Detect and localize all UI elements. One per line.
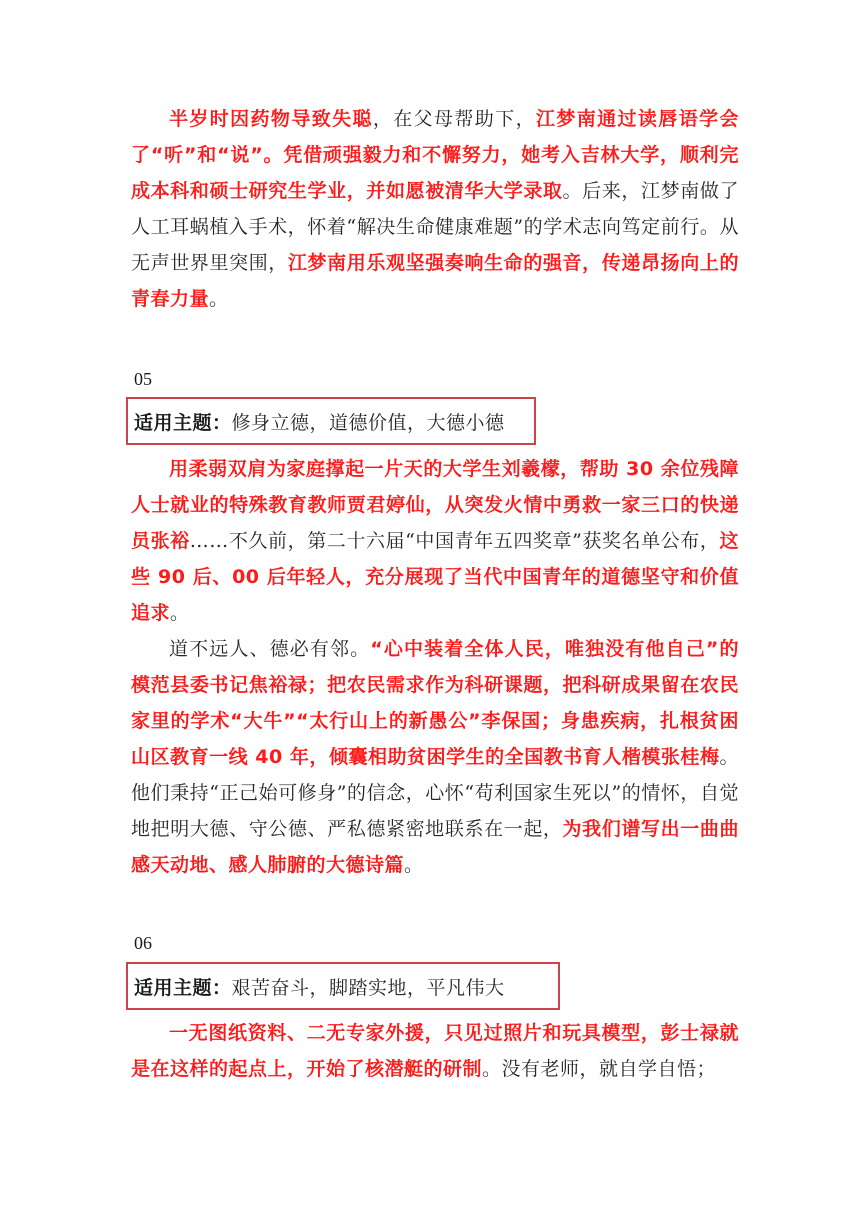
highlight-text: 江梦南用乐观坚强奏响生命的强音，传递昂扬向上的青春力量 (131, 252, 739, 310)
paragraph-youth-awards (131, 451, 739, 631)
paragraph-jiang-mengnan (131, 101, 739, 317)
highlight-text: 江梦南通过读唇语学会了“听”和“说”。凭借顽强毅力和不懈努力，她考入吉林大学，顺利完成本科和硕士研究生学业，并如愿被清华大学录取 (131, 108, 739, 202)
theme-text: 修身立德，道德价值，大德小德 (231, 411, 505, 434)
paragraph-great-virtue (131, 631, 739, 883)
highlight-text: 为我们谱写出一曲曲感天动地、感人肺腑的大德诗篇 (131, 818, 739, 876)
section-number-06: 06 (134, 933, 152, 953)
highlight-text: 一无图纸资料、二无专家外援，只见过照片和玩具模型，彭士禄就是在这样的起点上，开始了核潜艇的研制 (131, 1022, 739, 1080)
body-text: 。后来，江梦南做了人工耳蜗植入手术，怀着“解决生命健康难题”的学术志向笃定前行。从无声世界里突围， (131, 180, 739, 274)
theme-text: 艰苦奋斗，脚踏实地，平凡伟大 (231, 976, 505, 999)
body-text: 。没有老师，就自学自悟； (482, 1058, 717, 1080)
body-text: 。 (209, 288, 229, 310)
body-text: 。 (404, 854, 424, 876)
theme-box-06 (126, 962, 560, 1010)
highlight-text: 用柔弱双肩为家庭撑起一片天的大学生刘羲檬，帮助 30 余位残障人士就业的特殊教育教师贾君婷仙，从突发火情中勇救一家三口的快递员张裕 (131, 458, 739, 552)
body-text: ……不久前，第二十六届“中国青年五四奖章”获奖名单公布， (189, 530, 720, 552)
body-text: 。他们秉持“正己始可修身”的信念，心怀“苟利国家生死以”的情怀，自觉地把明大德、守公德、严私德紧密地联系在一起， (131, 746, 739, 840)
highlight-text: 半岁时因药物导致失聪 (169, 108, 373, 130)
body-text: 道不远人、德必有邻。 (169, 638, 371, 660)
theme-box-05 (126, 397, 536, 445)
highlight-text: “心中装着全体人民，唯独没有他自己”的模范县委书记焦裕禄；把农民需求作为科研课题，把科研成果留在农民家里的学术“大牛”“太行山上的新愚公”李保国；身患疾病，扎根贫困山区教育一线 40 年，倾囊相助贫困学生的全国教书育人楷模张桂梅 (131, 638, 739, 768)
theme-label: 适用主题： (134, 411, 232, 434)
body-text: ，在父母帮助下， (372, 108, 536, 130)
body-text: 。 (170, 602, 190, 624)
theme-label: 适用主题： (134, 976, 232, 999)
paragraph-peng-shilu (131, 1015, 739, 1087)
section-number-05: 05 (134, 369, 152, 389)
highlight-text: 这些 90 后、00 后年轻人，充分展现了当代中国青年的道德坚守和价值追求 (131, 530, 739, 624)
